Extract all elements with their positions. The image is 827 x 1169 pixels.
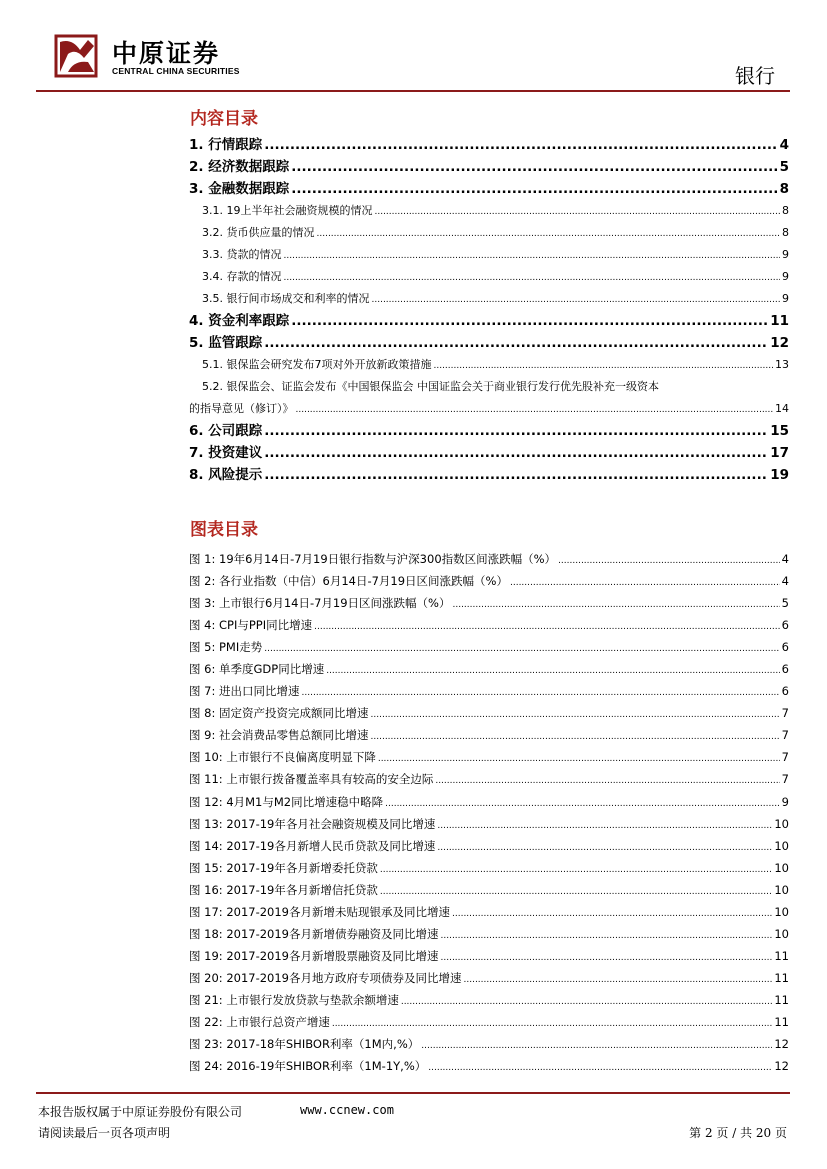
figure-entry-title: 图 18: 2017-2019各月新增债券融资及同比增速: [189, 926, 439, 941]
figure-entry-title: 图 2: 各行业指数（中信）6月14日-7月19日区间涨跌幅（%）: [189, 574, 508, 589]
toc-entry-page: 13: [775, 358, 789, 371]
figure-entry[interactable]: [189, 813, 789, 835]
figure-entry-page: 4: [781, 574, 789, 589]
figure-entry[interactable]: [189, 570, 789, 592]
figure-entry-page: 6: [781, 684, 789, 699]
toc-entry-title: 5. 监管跟踪: [189, 335, 263, 351]
dot-leader: [452, 592, 779, 616]
toc-entry-title: 3.1. 19上半年社会融资规模的情况: [202, 204, 373, 217]
figure-entry-page: 7: [781, 706, 789, 721]
figure-entry-title: 图 4: CPI与PPI同比增速: [189, 618, 313, 633]
dot-leader: [326, 658, 779, 682]
figure-entry[interactable]: [189, 791, 789, 813]
dot-leader: [452, 901, 772, 925]
toc-entry-continuation-page: 14: [775, 402, 789, 415]
figure-entry-title: 图 1: 19年6月14日-7月19日银行指数与沪深300指数区间涨跌幅（%）: [189, 552, 557, 566]
dot-leader: [437, 813, 772, 837]
logo-emblem-icon: [54, 32, 104, 82]
dot-leader: [435, 768, 779, 792]
toc-entry-title: 2. 经济数据跟踪: [189, 159, 290, 175]
figure-entry-title: 图 5: PMI走势: [189, 640, 263, 655]
footer-divider: [36, 1092, 790, 1094]
dot-leader: [264, 464, 768, 486]
figure-entry[interactable]: [189, 923, 789, 945]
toc-list: [189, 134, 789, 486]
dot-leader: [421, 1033, 772, 1057]
figure-entry-page: 7: [781, 750, 789, 765]
figure-entry-title: 图 19: 2017-2019各月新增股票融资及同比增速: [189, 948, 439, 963]
figure-entry[interactable]: [189, 658, 789, 680]
footer-page-info: 第 2 页 / 共 20 页: [689, 1126, 787, 1140]
figure-entry[interactable]: [189, 835, 789, 857]
figure-entry-title: 图 3: 上市银行6月14日-7月19日区间涨跌幅（%）: [189, 596, 451, 611]
figure-entry-page: 11: [774, 1014, 789, 1029]
dot-leader: [291, 178, 777, 200]
figure-entry[interactable]: [189, 967, 789, 989]
toc-entry[interactable]: [189, 200, 789, 222]
dot-leader: [302, 680, 780, 704]
dot-leader: [264, 442, 768, 464]
toc-entry-title: 3.2. 货币供应量的情况: [202, 226, 315, 239]
dot-leader: [378, 746, 780, 770]
dot-leader: [264, 134, 777, 156]
figure-entry-page: 12: [774, 1059, 789, 1074]
dot-leader: [317, 222, 781, 245]
dot-leader: [433, 354, 773, 377]
figure-entry-title: 图 24: 2016-19年SHIBOR利率（1M-1Y,%）: [189, 1059, 427, 1074]
figure-entry[interactable]: [189, 879, 789, 901]
dot-leader: [374, 200, 780, 223]
figure-entry-page: 7: [781, 772, 789, 787]
dot-leader: [371, 702, 780, 726]
figure-entry-title: 图 10: 上市银行不良偏离度明显下降: [189, 750, 376, 765]
toc-entry-title: 3.3. 贷款的情况: [202, 248, 282, 261]
dot-leader: [558, 548, 780, 572]
figure-entry[interactable]: [189, 989, 789, 1011]
footer-copyright: 本报告版权属于中原证券股份有限公司: [38, 1105, 243, 1119]
toc-entry-page: 8: [782, 226, 789, 239]
figure-entry[interactable]: [189, 614, 789, 636]
figure-entry-page: 10: [774, 816, 789, 831]
dot-leader: [380, 857, 772, 881]
toc-entry-title: 5.2. 银保监会、证监会发布《中国银保监会 中国证监会关于商业银行发行优先股补充一级资本: [202, 380, 659, 393]
dot-leader: [401, 989, 773, 1013]
figure-entry[interactable]: [189, 901, 789, 923]
dot-leader: [332, 1011, 773, 1035]
figure-entry-title: 图 9: 社会消费品零售总额同比增速: [189, 728, 369, 743]
toc-entry-title: 3.5. 银行间市场成交和利率的情况: [202, 292, 370, 305]
dot-leader: [385, 791, 780, 815]
figure-entry-title: 图 6: 单季度GDP同比增速: [189, 662, 325, 677]
figure-entry-page: 6: [781, 618, 789, 633]
figure-entry[interactable]: [189, 857, 789, 879]
toc-entry-continuation-title: 的指导意见（修订）》: [189, 402, 294, 415]
figure-entry[interactable]: [189, 1033, 789, 1055]
figure-entry-page: 9: [781, 794, 789, 809]
figure-entry-page: 11: [774, 992, 789, 1007]
toc-entry[interactable]: [189, 244, 789, 266]
dot-leader: [264, 420, 768, 442]
figure-entry-page: 6: [781, 640, 789, 655]
toc-entry-page: 12: [770, 335, 789, 351]
toc-entry[interactable]: [189, 376, 789, 398]
figure-entry-title: 图 20: 2017-2019各月地方政府专项债券及同比增速: [189, 970, 462, 985]
figure-entry-title: 图 8: 固定资产投资完成额同比增速: [189, 706, 369, 721]
company-logo: [54, 32, 254, 82]
dot-leader: [372, 288, 781, 311]
figure-entry-title: 图 22: 上市银行总资产增速: [189, 1014, 330, 1029]
footer-notice: 请阅读最后一页各项声明: [38, 1126, 171, 1140]
toc-entry[interactable]: [189, 442, 789, 464]
figure-entry-page: 12: [774, 1037, 789, 1052]
toc-entry-title: 8. 风险提示: [189, 467, 263, 483]
toc-entry-title: 5.1. 银保监会研究发布7项对外开放新政策措施: [202, 358, 432, 371]
dot-leader: [291, 156, 777, 178]
figure-entry[interactable]: [189, 1055, 789, 1077]
figure-entry-page: 6: [781, 662, 789, 677]
toc-entry[interactable]: [189, 354, 789, 376]
toc-entry-page: 9: [782, 292, 789, 305]
dot-leader: [464, 967, 773, 991]
toc-entry-title: 3. 金融数据跟踪: [189, 181, 290, 197]
figure-entry-page: 10: [774, 882, 789, 897]
figure-list-heading: 图表目录: [190, 520, 258, 540]
section-tag: 银行: [735, 64, 775, 88]
dot-leader: [428, 1055, 772, 1079]
figure-entry-page: 4: [781, 552, 789, 566]
dot-leader: [291, 310, 768, 332]
dot-leader: [441, 923, 773, 947]
dot-leader: [371, 724, 780, 748]
toc-entry-page: 15: [770, 423, 789, 439]
figure-entry[interactable]: [189, 548, 789, 570]
figure-entry[interactable]: [189, 702, 789, 724]
toc-entry-title: 6. 公司跟踪: [189, 423, 263, 439]
figure-entry-title: 图 15: 2017-19年各月新增委托贷款: [189, 860, 378, 875]
dot-leader: [441, 945, 773, 969]
dot-leader: [284, 266, 781, 289]
figure-entry[interactable]: [189, 768, 789, 790]
toc-entry-title: 3.4. 存款的情况: [202, 270, 282, 283]
figure-entry[interactable]: [189, 1011, 789, 1033]
figure-list: [189, 548, 789, 1077]
toc-entry-page: 19: [770, 467, 789, 483]
dot-leader: [510, 570, 780, 594]
figure-entry[interactable]: [189, 724, 789, 746]
toc-entry-title: 1. 行情跟踪: [189, 137, 263, 153]
toc-entry-title: 4. 资金利率跟踪: [189, 313, 290, 329]
toc-entry-page: 8: [782, 204, 789, 217]
toc-entry-title: 7. 投资建议: [189, 445, 263, 461]
figure-entry-title: 图 16: 2017-19年各月新增信托贷款: [189, 882, 378, 897]
header-divider: [36, 90, 790, 92]
dot-leader: [296, 398, 774, 421]
dot-leader: [437, 835, 772, 859]
figure-entry-page: 10: [774, 860, 789, 875]
figure-entry-page: 5: [781, 596, 789, 611]
logo-english-name: CENTRAL CHINA SECURITIES: [112, 66, 240, 76]
footer-url[interactable]: www.ccnew.com: [300, 1103, 394, 1117]
figure-entry-title: 图 12: 4月M1与M2同比增速稳中略降: [189, 794, 384, 809]
figure-entry-title: 图 13: 2017-19年各月社会融资规模及同比增速: [189, 816, 436, 831]
toc-entry[interactable]: [189, 288, 789, 310]
figure-entry[interactable]: [189, 592, 789, 614]
figure-entry-page: 10: [774, 926, 789, 941]
toc-entry[interactable]: [189, 310, 789, 332]
toc-entry[interactable]: [189, 464, 789, 486]
dot-leader: [264, 636, 779, 660]
toc-heading: 内容目录: [190, 109, 258, 129]
toc-entry-page: 11: [770, 313, 789, 329]
dot-leader: [380, 879, 772, 903]
toc-entry-page: 8: [779, 181, 789, 197]
figure-entry-title: 图 14: 2017-19各月新增人民币贷款及同比增速: [189, 838, 436, 853]
toc-entry[interactable]: [189, 332, 789, 354]
toc-entry-page: 9: [782, 248, 789, 261]
figure-entry-page: 10: [774, 904, 789, 919]
toc-entry-page: 17: [770, 445, 789, 461]
toc-entry-page: 5: [779, 159, 789, 175]
dot-leader: [284, 244, 781, 267]
dot-leader: [314, 614, 780, 638]
figure-entry-page: 10: [774, 838, 789, 853]
toc-entry-page: 4: [779, 137, 789, 153]
figure-entry-title: 图 17: 2017-2019各月新增未贴现银承及同比增速: [189, 904, 450, 919]
toc-entry-continuation[interactable]: [189, 398, 789, 420]
logo-chinese-name: 中原证券: [112, 39, 221, 68]
figure-entry-page: 7: [781, 728, 789, 743]
figure-entry[interactable]: [189, 746, 789, 768]
figure-entry-title: 图 23: 2017-18年SHIBOR利率（1M内,%）: [189, 1037, 420, 1052]
toc-entry[interactable]: [189, 178, 789, 200]
figure-entry-title: 图 11: 上市银行拨备覆盖率具有较高的安全边际: [189, 772, 434, 787]
figure-entry-page: 11: [774, 948, 789, 963]
figure-entry-title: 图 21: 上市银行发放贷款与垫款余额增速: [189, 992, 399, 1007]
figure-entry-title: 图 7: 进出口同比增速: [189, 684, 300, 699]
toc-entry[interactable]: [189, 222, 789, 244]
toc-entry[interactable]: [189, 420, 789, 442]
toc-entry-page: 9: [782, 270, 789, 283]
figure-entry[interactable]: [189, 636, 789, 658]
figure-entry-page: 11: [774, 970, 789, 985]
toc-entry[interactable]: [189, 266, 789, 288]
toc-entry[interactable]: [189, 156, 789, 178]
figure-entry[interactable]: [189, 680, 789, 702]
toc-entry[interactable]: [189, 134, 789, 156]
figure-entry[interactable]: [189, 945, 789, 967]
dot-leader: [264, 332, 768, 354]
